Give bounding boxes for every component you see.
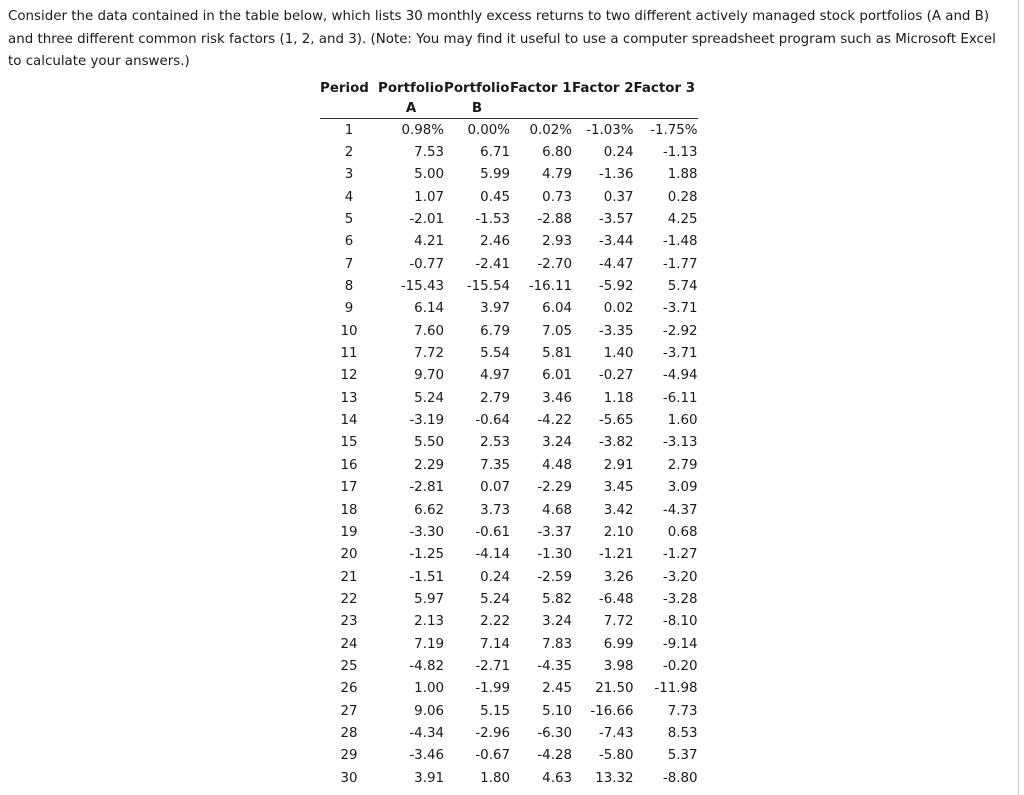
table-row <box>320 298 698 320</box>
cell-factor-2: -5.65 <box>598 413 634 429</box>
cell-period: 21 <box>340 569 358 585</box>
cell-portfolio-a: -4.34 <box>409 725 444 741</box>
cell-portfolio-a: -3.46 <box>409 748 444 764</box>
cell-period: 16 <box>340 457 358 473</box>
cell-factor-1: 6.01 <box>542 368 572 384</box>
header-factor-2: Factor 2 <box>572 81 634 96</box>
cell-factor-2: -0.27 <box>598 368 634 384</box>
cell-portfolio-b: -1.99 <box>475 681 510 697</box>
cell-period: 13 <box>340 390 358 406</box>
cell-portfolio-b: 5.24 <box>480 591 510 607</box>
header-portfolio-b: Portfolio <box>444 81 510 96</box>
table-row <box>320 208 698 230</box>
cell-factor-2: 1.18 <box>603 390 634 406</box>
cell-factor-3: 3.09 <box>667 480 698 496</box>
cell-period: 10 <box>340 323 358 339</box>
cell-period: 17 <box>340 480 358 496</box>
cell-factor-1: -2.70 <box>537 256 572 272</box>
cell-portfolio-b: 5.15 <box>480 703 510 719</box>
returns-table <box>320 78 698 789</box>
cell-portfolio-a: 1.00 <box>414 681 444 697</box>
table-row <box>320 275 698 297</box>
cell-period: 3 <box>344 167 354 183</box>
cell-portfolio-a: -3.19 <box>409 413 444 429</box>
cell-portfolio-b: 2.53 <box>480 435 510 451</box>
header-period: Period <box>320 81 369 96</box>
cell-factor-2: 3.42 <box>603 502 634 518</box>
cell-period: 19 <box>340 524 358 540</box>
cell-portfolio-b: 0.24 <box>480 569 510 585</box>
cell-factor-3: -4.37 <box>662 502 698 518</box>
cell-factor-1: 4.63 <box>542 770 572 786</box>
cell-portfolio-a: 7.19 <box>414 636 444 652</box>
cell-period: 23 <box>340 614 358 630</box>
table-row <box>320 588 698 610</box>
cell-factor-3: -9.14 <box>662 636 698 652</box>
cell-factor-3: 1.60 <box>667 413 698 429</box>
header-portfolio-a: Portfolio <box>378 81 444 96</box>
cell-portfolio-b: -15.54 <box>466 279 510 295</box>
cell-portfolio-b: 1.80 <box>480 770 510 786</box>
cell-portfolio-a: 2.29 <box>414 457 444 473</box>
cell-period: 9 <box>344 301 354 317</box>
cell-factor-2: 3.26 <box>603 569 634 585</box>
cell-factor-1: 3.24 <box>542 614 572 630</box>
cell-period: 29 <box>340 748 358 764</box>
cell-factor-2: -6.48 <box>598 591 634 607</box>
table-row <box>320 119 698 142</box>
cell-factor-3: 4.25 <box>667 212 698 228</box>
cell-factor-2: 1.40 <box>603 346 634 362</box>
table-row <box>320 611 698 633</box>
cell-portfolio-a: -1.25 <box>409 547 444 563</box>
cell-factor-2: 0.24 <box>603 145 634 161</box>
subheader-factor-2-blank <box>572 99 634 119</box>
table-row <box>320 700 698 722</box>
cell-portfolio-b: 6.71 <box>480 145 510 161</box>
cell-factor-2: -3.57 <box>598 212 634 228</box>
cell-portfolio-a: 5.50 <box>414 435 444 451</box>
cell-period: 26 <box>340 681 358 697</box>
cell-portfolio-b: 0.07 <box>480 480 510 496</box>
cell-factor-2: -1.21 <box>598 547 634 563</box>
cell-factor-3: -6.11 <box>662 390 698 406</box>
cell-factor-1: 5.81 <box>542 346 572 362</box>
cell-factor-1: -3.37 <box>537 524 572 540</box>
cell-portfolio-b: -0.64 <box>475 413 510 429</box>
cell-factor-2: 2.10 <box>603 524 634 540</box>
cell-factor-3: -2.92 <box>662 323 698 339</box>
cell-portfolio-a: 5.00 <box>414 167 444 183</box>
cell-factor-3: -3.28 <box>662 591 698 607</box>
table-row <box>320 320 698 342</box>
cell-factor-2: 2.91 <box>603 457 634 473</box>
cell-portfolio-b: 4.97 <box>480 368 510 384</box>
cell-factor-2: -3.35 <box>598 323 634 339</box>
cell-period: 18 <box>340 502 358 518</box>
cell-portfolio-a: 3.91 <box>414 770 444 786</box>
table-row <box>320 454 698 476</box>
cell-period: 25 <box>340 658 358 674</box>
cell-portfolio-b: 2.22 <box>480 614 510 630</box>
table-header-row <box>320 78 698 99</box>
cell-factor-1: 6.80 <box>542 145 572 161</box>
cell-period: 15 <box>340 435 358 451</box>
table-row <box>320 477 698 499</box>
cell-period: 1 <box>344 122 354 138</box>
table-row <box>320 745 698 767</box>
cell-portfolio-b: -0.67 <box>475 748 510 764</box>
cell-portfolio-b: 0.45 <box>480 189 510 205</box>
table-row <box>320 521 698 543</box>
cell-factor-1: 0.02% <box>529 122 572 138</box>
cell-factor-1: -2.29 <box>537 480 572 496</box>
cell-factor-1: -1.30 <box>537 547 572 563</box>
cell-portfolio-b: 2.46 <box>480 234 510 250</box>
cell-factor-3: 8.53 <box>667 725 698 741</box>
cell-factor-3: -0.20 <box>662 658 698 674</box>
table-row <box>320 365 698 387</box>
cell-portfolio-b: 6.79 <box>480 323 510 339</box>
cell-portfolio-b: 3.97 <box>480 301 510 317</box>
cell-portfolio-a: 7.53 <box>414 145 444 161</box>
cell-factor-1: 3.46 <box>542 390 572 406</box>
cell-factor-1: 6.04 <box>542 301 572 317</box>
cell-period: 5 <box>344 212 354 228</box>
cell-portfolio-a: -4.82 <box>409 658 444 674</box>
cell-portfolio-a: -3.30 <box>409 524 444 540</box>
table-subheader-row <box>320 99 698 119</box>
cell-portfolio-b: 5.54 <box>480 346 510 362</box>
cell-factor-3: -1.48 <box>662 234 698 250</box>
cell-factor-2: 21.50 <box>595 681 634 697</box>
cell-portfolio-b: -2.96 <box>475 725 510 741</box>
cell-portfolio-a: 9.70 <box>414 368 444 384</box>
cell-portfolio-b: 5.99 <box>480 167 510 183</box>
cell-factor-1: 7.05 <box>542 323 572 339</box>
cell-portfolio-b: -2.71 <box>475 658 510 674</box>
cell-portfolio-a: 7.72 <box>414 346 444 362</box>
cell-factor-1: 4.68 <box>542 502 572 518</box>
table-row <box>320 499 698 521</box>
cell-period: 4 <box>344 189 354 205</box>
cell-factor-3: -1.27 <box>662 547 698 563</box>
cell-factor-2: -3.82 <box>598 435 634 451</box>
cell-factor-2: 13.32 <box>595 770 634 786</box>
cell-factor-1: 4.79 <box>542 167 572 183</box>
header-factor-3: Factor 3 <box>633 81 696 96</box>
cell-factor-1: 0.73 <box>542 189 572 205</box>
question-text: Consider the data contained in the table below, which lists 30 monthly excess returns to two different actively managed stock portfolios (A and B) and three different common risk factors (1, 2, and 3). (Note: You may find it useful to use a computer spreadsheet program such as Microsoft Excel to calculate your answers.) <box>8 9 996 69</box>
cell-factor-1: 5.10 <box>542 703 572 719</box>
cell-factor-3: 1.88 <box>667 167 698 183</box>
cell-portfolio-a: -1.51 <box>409 569 444 585</box>
cell-portfolio-a: 6.14 <box>414 301 444 317</box>
cell-factor-1: -4.28 <box>537 748 572 764</box>
cell-portfolio-a: 7.60 <box>414 323 444 339</box>
cell-portfolio-a: -2.81 <box>409 480 444 496</box>
table-row <box>320 387 698 409</box>
subheader-factor-1-blank <box>510 99 572 119</box>
cell-factor-3: -3.71 <box>662 301 698 317</box>
cell-factor-3: -3.13 <box>662 435 698 451</box>
cell-portfolio-a: 6.62 <box>414 502 444 518</box>
cell-factor-2: -3.44 <box>598 234 634 250</box>
cell-portfolio-a: 5.97 <box>414 591 444 607</box>
cell-factor-3: -1.77 <box>662 256 698 272</box>
table-row <box>320 186 698 208</box>
table-row <box>320 767 698 789</box>
cell-period: 14 <box>340 413 358 429</box>
cell-factor-1: 7.83 <box>542 636 572 652</box>
cell-portfolio-a: 0.98% <box>401 122 444 138</box>
cell-factor-3: -1.13 <box>662 145 698 161</box>
subheader-period-blank <box>320 99 378 119</box>
subheader-factor-3-blank <box>634 99 698 119</box>
cell-factor-3: 7.73 <box>667 703 698 719</box>
cell-factor-1: 4.48 <box>542 457 572 473</box>
cell-factor-2: 7.72 <box>603 614 634 630</box>
table-row <box>320 655 698 677</box>
table-row <box>320 633 698 655</box>
cell-factor-1: -4.35 <box>537 658 572 674</box>
cell-factor-2: 3.45 <box>603 480 634 496</box>
cell-factor-1: -6.30 <box>537 725 572 741</box>
table-row <box>320 231 698 253</box>
cell-portfolio-a: 5.24 <box>414 390 444 406</box>
cell-portfolio-b: -4.14 <box>475 547 510 563</box>
cell-factor-3: -3.71 <box>662 346 698 362</box>
cell-factor-2: 0.02 <box>603 301 634 317</box>
cell-factor-2: 6.99 <box>603 636 634 652</box>
subheader-portfolio-a: A <box>378 99 444 119</box>
cell-portfolio-a: 4.21 <box>414 234 444 250</box>
header-factor-1: Factor 1 <box>510 81 572 96</box>
cell-portfolio-b: -1.53 <box>475 212 510 228</box>
cell-period: 24 <box>340 636 358 652</box>
cell-portfolio-a: 1.07 <box>414 189 444 205</box>
cell-factor-3: 0.28 <box>667 189 698 205</box>
subheader-portfolio-b: B <box>444 99 510 119</box>
cell-period: 8 <box>344 279 354 295</box>
cell-period: 11 <box>340 346 358 362</box>
cell-factor-2: -4.47 <box>598 256 634 272</box>
cell-factor-2: -16.66 <box>590 703 634 719</box>
cell-factor-1: 2.45 <box>542 681 572 697</box>
table-row <box>320 544 698 566</box>
cell-factor-1: -16.11 <box>528 279 572 295</box>
cell-portfolio-a: -2.01 <box>409 212 444 228</box>
cell-period: 7 <box>344 256 354 272</box>
cell-factor-3: 0.68 <box>667 524 698 540</box>
cell-factor-3: 2.79 <box>667 457 698 473</box>
cell-portfolio-b: 3.73 <box>480 502 510 518</box>
cell-period: 30 <box>340 770 358 786</box>
cell-factor-3: -4.94 <box>662 368 698 384</box>
cell-portfolio-b: -0.61 <box>475 524 510 540</box>
table-body <box>320 119 698 790</box>
cell-factor-3: -3.20 <box>662 569 698 585</box>
table-row <box>320 678 698 700</box>
cell-factor-2: 0.37 <box>603 189 634 205</box>
cell-factor-2: -1.36 <box>598 167 634 183</box>
cell-period: 2 <box>344 145 354 161</box>
cell-period: 27 <box>340 703 358 719</box>
cell-factor-3: 5.37 <box>667 748 698 764</box>
cell-factor-1: 2.93 <box>542 234 572 250</box>
cell-period: 12 <box>340 368 358 384</box>
cell-factor-3: -8.10 <box>662 614 698 630</box>
table-row <box>320 164 698 186</box>
cell-portfolio-a: -15.43 <box>400 279 444 295</box>
cell-portfolio-a: 2.13 <box>414 614 444 630</box>
table-row <box>320 253 698 275</box>
cell-portfolio-a: -0.77 <box>409 256 444 272</box>
cell-portfolio-b: 0.00% <box>467 122 510 138</box>
table-row <box>320 141 698 163</box>
cell-period: 22 <box>340 591 358 607</box>
cell-factor-3: -1.75% <box>650 122 698 138</box>
cell-portfolio-b: 7.14 <box>480 636 510 652</box>
cell-portfolio-a: 9.06 <box>414 703 444 719</box>
table-row <box>320 566 698 588</box>
cell-factor-2: 3.98 <box>603 658 634 674</box>
cell-factor-2: -7.43 <box>598 725 634 741</box>
cell-factor-3: 5.74 <box>667 279 698 295</box>
table-row <box>320 409 698 431</box>
cell-portfolio-b: 2.79 <box>480 390 510 406</box>
cell-factor-3: -8.80 <box>662 770 698 786</box>
cell-period: 6 <box>344 234 354 250</box>
cell-portfolio-b: 7.35 <box>480 457 510 473</box>
cell-period: 28 <box>340 725 358 741</box>
cell-factor-3: -11.98 <box>654 681 698 697</box>
cell-period: 20 <box>340 547 358 563</box>
cell-factor-1: -2.59 <box>537 569 572 585</box>
table-row <box>320 342 698 364</box>
cell-factor-2: -5.80 <box>598 748 634 764</box>
table-row <box>320 432 698 454</box>
cell-factor-1: -4.22 <box>537 413 572 429</box>
cell-portfolio-b: -2.41 <box>475 256 510 272</box>
cell-factor-2: -1.03% <box>586 122 634 138</box>
table-row <box>320 722 698 744</box>
cell-factor-1: -2.88 <box>537 212 572 228</box>
cell-factor-1: 5.82 <box>542 591 572 607</box>
cell-factor-2: -5.92 <box>598 279 634 295</box>
cell-factor-1: 3.24 <box>542 435 572 451</box>
